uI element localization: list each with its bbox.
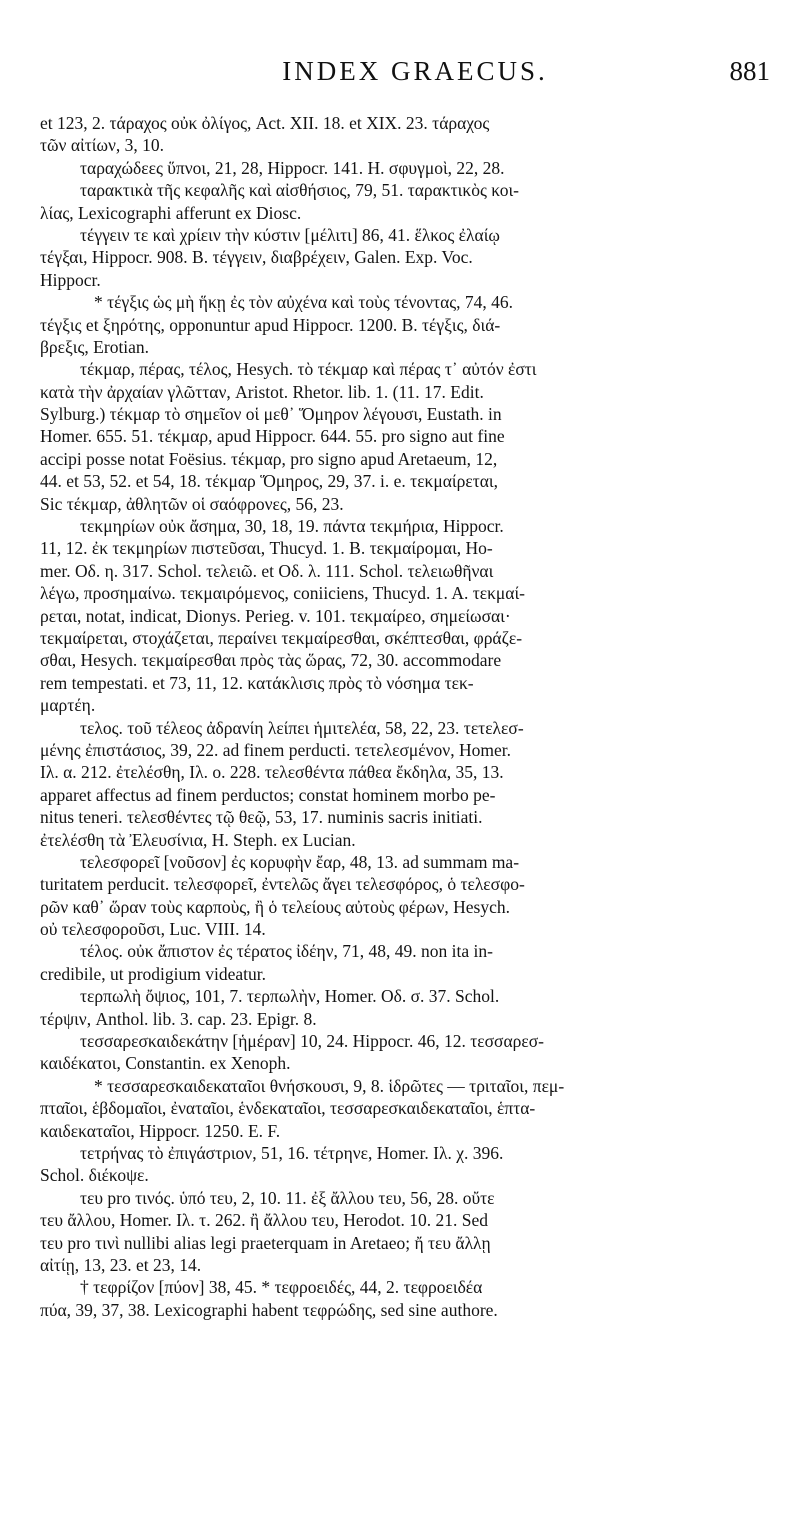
text-line: σθαι, Hesych. τεκμαίρεσθαι πρὸς τὰς ὥρας, 72, 30. accommodare (40, 650, 502, 671)
text-line: τευ pro τινὶ nullibi alias legi praeterquam in Aretaeo; ἤ τευ ἄλλῃ (40, 1232, 491, 1253)
text-line: † τεφρίζον [πύον] 38, 45. * τεφροειδές, 44, 2. τεφροειδέα (80, 1277, 483, 1298)
text-line: τευ ἄλλου, Homer. Ιλ. τ. 262. ἢ ἄλλου τευ, Herodot. 10. 21. Sed (40, 1210, 489, 1231)
text-line: apparet affectus ad finem perductos; constat hominem morbo pe- (40, 784, 496, 805)
text-line: τετρήνας τὸ ἐπιγάστριον, 51, 16. τέτρηνε, Homer. Ιλ. χ. 396. (80, 1142, 504, 1163)
text-line: τευ pro τινός. ὑπό τευ, 2, 10. 11. ἐξ ἄλλου τευ, 56, 28. οὔτε (80, 1187, 495, 1208)
text-line: Ιλ. α. 212. ἐτελέσθη, Ιλ. ο. 228. τελεσθέντα πάθεα ἔκδηλα, 35, 13. (40, 762, 504, 783)
text-line: τεσσαρεσκαιδεκάτην [ἡμέραν] 10, 24. Hippocr. 46, 12. τεσσαρεσ- (80, 1031, 544, 1052)
text-line: credibile, ut prodigium videatur. (40, 963, 266, 984)
text-line: τέγξις et ξηρότης, opponuntur apud Hippocr. 1200. B. τέγξις, διά- (40, 314, 501, 335)
text-line: * τεσσαρεσκαιδεκαταῖοι θνήσκουσι, 9, 8. ἱδρῶτες — τριταῖοι, πεμ- (94, 1075, 565, 1096)
text-line: τελος. τοῦ τέλεος ἀδρανίη λείπει ἡμιτελέα, 58, 22, 23. τετελεσ- (80, 717, 524, 738)
text-line: τεκμηρίων οὐκ ἄσημα, 30, 18, 19. πάντα τεκμήρια, Hippocr. (80, 516, 504, 537)
text-line: Homer. 655. 51. τέκμαρ, apud Hippocr. 644. 55. pro signo aut fine (40, 426, 505, 447)
text-line: τέκμαρ, πέρας, τέλος, Hesych. τὸ τέκμαρ καὶ πέρας τ᾽ αὐτόν ἐστι (80, 359, 537, 380)
text-line: ρῶν καθ᾽ ὥραν τοὺς καρποὺς, ἢ ὁ τελείους αὐτοὺς φέρων, Hesych. (40, 896, 511, 917)
text-line: mer. Οδ. η. 317. Schol. τελειῶ. et Οδ. λ. 111. Schol. τελειωθῆναι (40, 560, 494, 581)
text-line: Sic τέκμαρ, ἀθλητῶν οἱ σαόφρονες, 56, 23. (40, 493, 344, 514)
text-line: βρεξις, Erotian. (40, 336, 150, 357)
index-text-column (40, 112, 772, 1321)
text-line: 11, 12. ἐκ τεκμηρίων πιστεῦσαι, Thucyd. 1. B. τεκμαίρομαι, Ho- (40, 538, 493, 559)
text-line: πταῖοι, ἑβδομαῖοι, ἐναταῖοι, ἑνδεκαταῖοι, τεσσαρεσκαιδεκαταῖοι, ἑπτα- (40, 1098, 536, 1119)
text-line: κατὰ τὴν ἀρχαίαν γλῶτταν, Aristot. Rhetor. lib. 1. (11. 17. Edit. (40, 381, 484, 402)
text-line: μένης ἐπιστάσιος, 39, 22. ad finem perducti. τετελεσμένον, Homer. (40, 739, 511, 760)
text-line: αἰτίῃ, 13, 23. et 23, 14. (40, 1254, 202, 1275)
text-line: λίας, Lexicographi afferunt ex Diosc. (40, 202, 302, 223)
text-line: τερπωλὴ ὄψιος, 101, 7. τερπωλὴν, Homer. Οδ. σ. 37. Schol. (80, 986, 500, 1007)
running-title: INDEX GRAECUS. (282, 56, 548, 86)
text-line: rem tempestati. et 73, 11, 12. κατάκλισις πρὸς τὸ νόσημα τεκ- (40, 672, 474, 693)
text-line: τέλος. οὐκ ἄπιστον ἐς τέρατος ἰδέην, 71, 48, 49. non ita in- (80, 941, 493, 962)
text-line: * τέγξις ὡς μὴ ἥκῃ ἐς τὸν αὐχένα καὶ τοὺς τένοντας, 74, 46. (94, 292, 514, 313)
text-line: καιδέκατοι, Constantin. ex Xenoph. (40, 1053, 291, 1074)
text-line: Sylburg.) τέκμαρ τὸ σημεῖον οἱ μεθ᾽ Ὅμηρον λέγουσι, Eustath. in (40, 404, 502, 425)
text-line: Hippocr. (40, 269, 101, 290)
text-line: ἐτελέσθη τὰ Ἐλευσίνια, H. Steph. ex Lucian. (40, 829, 356, 850)
page-header (60, 56, 770, 96)
text-line: nitus teneri. τελεσθέντες τῷ θεῷ, 53, 17. numinis sacris initiati. (40, 807, 483, 828)
text-line: ταρακτικὰ τῆς κεφαλῆς καὶ αἰσθήσιος, 79, 51. ταρακτικὸς κοι- (80, 180, 519, 201)
text-line: μαρτέη. (40, 695, 96, 716)
text-line: καιδεκαταῖοι, Hippocr. 1250. E. F. (40, 1120, 281, 1141)
text-line: πύα, 39, 37, 38. Lexicographi habent τεφρώδης, sed sine authore. (40, 1299, 498, 1320)
text-line: Schol. διέκοψε. (40, 1165, 149, 1186)
text-line: τελεσφορεῖ [νοῦσον] ἐς κορυφὴν ἔαρ, 48, 13. ad summam ma- (80, 851, 520, 872)
text-line: τέγξαι, Hippocr. 908. B. τέγγειν, διαβρέχειν, Galen. Exp. Voc. (40, 247, 473, 268)
text-line: λέγω, προσημαίνω. τεκμαιρόμενος, coniiciens, Thucyd. 1. A. τεκμαί- (40, 583, 525, 604)
text-line: ταραχώδεες ὕπνοι, 21, 28, Hippocr. 141. H. σφυγμοὶ, 22, 28. (80, 157, 505, 178)
text-line: et 123, 2. τάραχος οὐκ ὀλίγος, Act. XII. 18. et XIX. 23. τάραχος (40, 113, 490, 133)
text-line: τέρψιν, Anthol. lib. 3. cap. 23. Epigr. 8. (40, 1008, 317, 1029)
text-line: τῶν αἰτίων, 3, 10. (40, 135, 165, 156)
text-line: accipi posse notat Foësius. τέκμαρ, pro signo apud Aretaeum, 12, (40, 448, 498, 469)
text-line: τέγγειν τε καὶ χρίειν τὴν κύστιν [μέλιτι] 86, 41. ἕλκος ἐλαίῳ (80, 224, 500, 245)
text-line: ρεται, notat, indicat, Dionys. Perieg. v. 101. τεκμαίρεο, σημείωσαι· (40, 605, 511, 626)
text-line: τεκμαίρεται, στοχάζεται, περαίνει τεκμαίρεσθαι, σκέπτεσθαι, φράζε- (40, 627, 523, 648)
text-line: 44. et 53, 52. et 54, 18. τέκμαρ Ὅμηρος, 29, 37. i. e. τεκμαίρεται, (40, 471, 498, 492)
text-line: οὐ τελεσφοροῦσι, Luc. VIII. 14. (40, 919, 266, 940)
page-number: 881 (729, 56, 770, 86)
text-line: turitatem perducit. τελεσφορεῖ, ἐντελῶς ἄγει τελεσφόρος, ὁ τελεσφο- (40, 874, 525, 895)
